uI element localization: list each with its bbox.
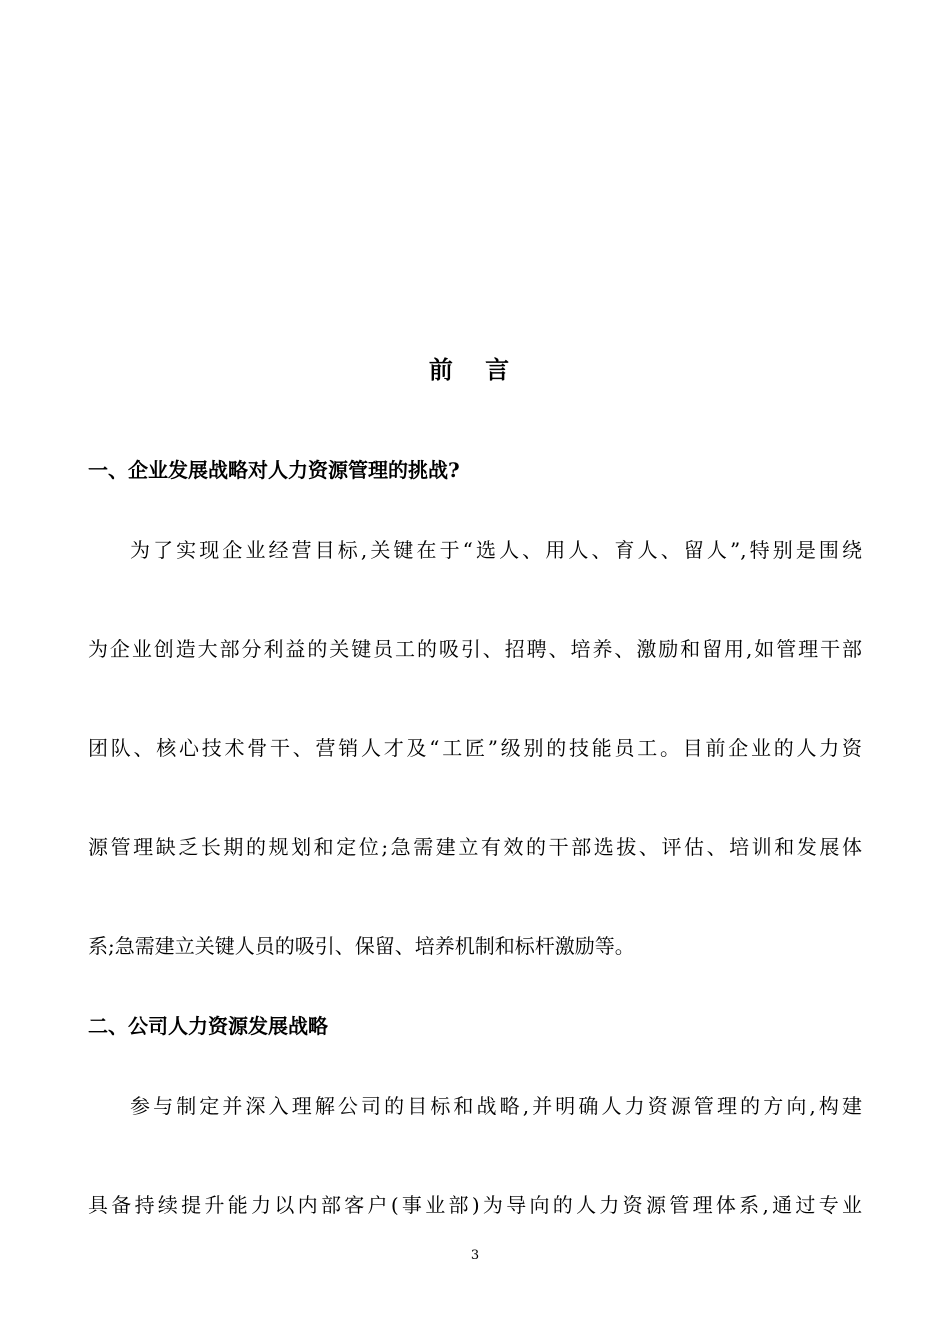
paragraph-line: 为了实现企业经营目标,关键在于“选人、用人、育人、留人”,特别是围绕 [130, 538, 862, 562]
paragraph-line: 具备持续提升能力以内部客户(事业部)为导向的人力资源管理体系,通过专业 [88, 1193, 862, 1217]
paragraph-line: 参与制定并深入理解公司的目标和战略,并明确人力资源管理的方向,构建 [130, 1094, 862, 1118]
page-title: 前 言 [428, 355, 522, 384]
paragraph-line: 系;急需建立关键人员的吸引、保留、培养机制和标杆激励等。 [88, 934, 635, 958]
section-heading-1: 一、企业发展战略对人力资源管理的挑战? [88, 458, 460, 482]
paragraph-line: 为企业创造大部分利益的关键员工的吸引、招聘、培养、激励和留用,如管理干部 [88, 637, 862, 661]
paragraph-line: 源管理缺乏长期的规划和定位;急需建立有效的干部选拔、评估、培训和发展体 [88, 835, 862, 859]
section-heading-2: 二、公司人力资源发展战略 [88, 1014, 328, 1038]
page-number: 3 [470, 1248, 480, 1263]
paragraph-line: 团队、核心技术骨干、营销人才及“工匠”级别的技能员工。目前企业的人力资 [88, 736, 862, 760]
